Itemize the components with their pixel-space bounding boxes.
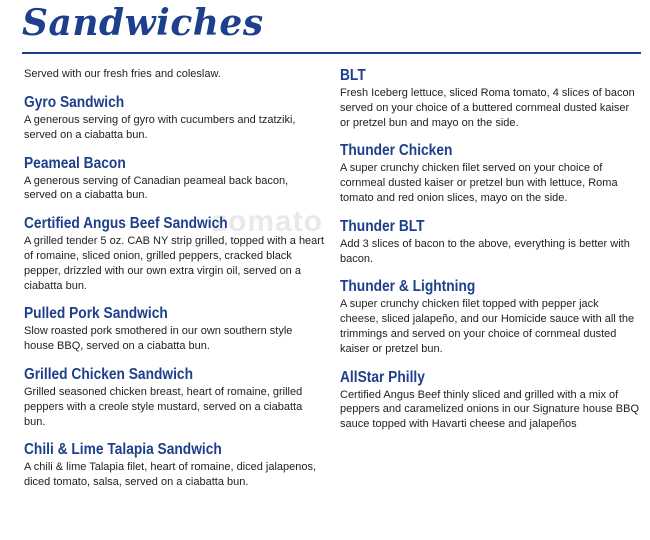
- menu-item-grilled-chicken-sandwich: [24, 366, 324, 429]
- menu-item-certified-angus-beef-sandwich: [24, 215, 324, 293]
- menu-item-peameal-bacon: [24, 155, 324, 204]
- item-name: Pulled Pork Sandwich: [24, 305, 168, 323]
- item-name: Certified Angus Beef Sandwich: [24, 215, 228, 233]
- page-title: Sandwiches: [22, 2, 264, 44]
- item-description: A super crunchy chicken filet served on your choice of cornmeal dusted kaiser or pretzel bun with lettuce, Roma tomato and red onion slices, mayo on the side.: [340, 162, 618, 204]
- item-description: Grilled seasoned chicken breast, heart of romaine, grilled peppers with a creole style mustard, served on a ciabatta bun.: [24, 385, 303, 428]
- item-name: Chili & Lime Talapia Sandwich: [24, 441, 222, 459]
- title-divider: [22, 52, 641, 54]
- item-name: Thunder BLT: [340, 217, 425, 235]
- menu-item-chili-lime-talapia-sandwich: [24, 441, 324, 490]
- menu-item-thunder-blt: [340, 218, 640, 267]
- item-description: Add 3 slices of bacon to the above, everything is better with bacon.: [340, 237, 630, 265]
- item-name: AllStar Philly: [340, 368, 425, 386]
- left-column: [24, 67, 324, 502]
- item-description: A generous serving of gyro with cucumbers and tzatziki, served on a ciabatta bun.: [24, 114, 296, 141]
- item-name: Peameal Bacon: [24, 154, 126, 172]
- menu-item-thunder-lightning: [340, 278, 640, 356]
- item-description: Fresh Iceberg lettuce, sliced Roma tomato, 4 slices of bacon served on your choice of a buttered cornmeal dusted kaiser or pretzel bun and mayo on the side.: [340, 87, 635, 129]
- item-description: Certified Angus Beef thinly sliced and grilled with a mix of peppers and caramelized onions in our Signature house BBQ sauce topped with Havarti cheese and jalapeños: [340, 388, 640, 431]
- item-name: Grilled Chicken Sandwich: [24, 365, 193, 383]
- menu-item-thunder-chicken: [340, 142, 640, 205]
- item-description: A super crunchy chicken filet topped with pepper jack cheese, sliced jalapeño, and our Homicide sauce with all the trimmings and served on your choice of cornmeal dusted kaiser or pretzel bun.: [340, 298, 635, 355]
- item-name: Thunder & Lightning: [340, 278, 476, 296]
- watermark: zomato: [212, 205, 323, 238]
- menu-item-pulled-pork-sandwich: [24, 305, 324, 354]
- item-description: A chili & lime Talapia filet, heart of romaine, diced jalapenos, diced tomato, salsa, served on a ciabatta bun.: [24, 461, 317, 489]
- item-description: A generous serving of Canadian peameal back bacon, served on a ciabatta bun.: [24, 174, 289, 202]
- item-name: BLT: [340, 67, 366, 84]
- menu-item-gyro-sandwich: [24, 94, 324, 143]
- right-column: [340, 67, 640, 444]
- item-description: A grilled tender 5 oz. CAB NY strip grilled, topped with a heart of romaine, sliced onion, grilled peppers, cracked black pepper, drizzled with our own extra virgin oil, served on a ciabatta bun.: [24, 235, 325, 292]
- menu-item-allstar-philly: [340, 369, 640, 432]
- item-name: Gyro Sandwich: [24, 94, 125, 111]
- intro-text: Served with our fresh fries and coleslaw.: [24, 68, 221, 80]
- item-name: Thunder Chicken: [340, 142, 453, 160]
- menu-item-blt: [340, 67, 640, 130]
- item-description: Slow roasted pork smothered in our own southern style house BBQ, served on a ciabatta bun.: [24, 325, 293, 353]
